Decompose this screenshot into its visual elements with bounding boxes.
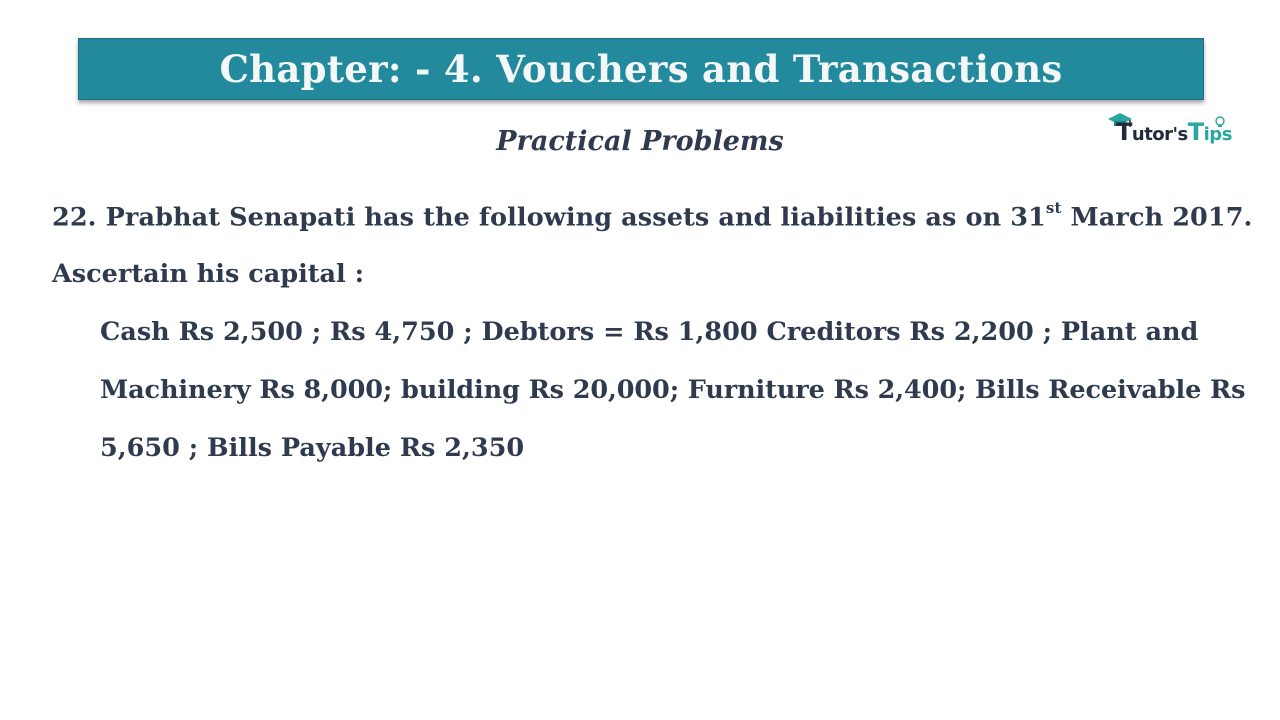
chapter-title-banner — [78, 38, 1204, 100]
logo-word-ips: ips — [1203, 124, 1232, 145]
date-superscript: st — [1045, 199, 1062, 217]
logo-letter-t: T — [1116, 118, 1132, 146]
detail-line-2: Machinery Rs 8,000; building Rs 20,000; Furniture Rs 2,400; Bills Receivable Rs — [100, 375, 1246, 405]
tutors-tips-logo — [1106, 112, 1256, 152]
logo-wordmark — [1116, 118, 1232, 146]
logo-letter-t2: T — [1187, 118, 1204, 146]
question-text-tail: March 2017. — [1061, 202, 1253, 233]
detail-line-1: Cash Rs 2,500 ; Rs 4,750 ; Debtors = Rs 1,800 Creditors Rs 2,200 ; Plant and — [100, 317, 1199, 347]
question-text-main: 22. Prabhat Senapati has the following assets and liabilities as on 31 — [52, 202, 1046, 233]
detail-line-3: 5,650 ; Bills Payable Rs 2,350 — [100, 433, 525, 463]
question-line-2: Ascertain his capital : — [52, 259, 365, 289]
question-line-1 — [52, 199, 1253, 233]
section-subtitle: Practical Problems — [496, 126, 784, 157]
chapter-title: Chapter: - 4. Vouchers and Transactions — [219, 47, 1063, 91]
logo-word-utors: utor's — [1131, 124, 1188, 145]
